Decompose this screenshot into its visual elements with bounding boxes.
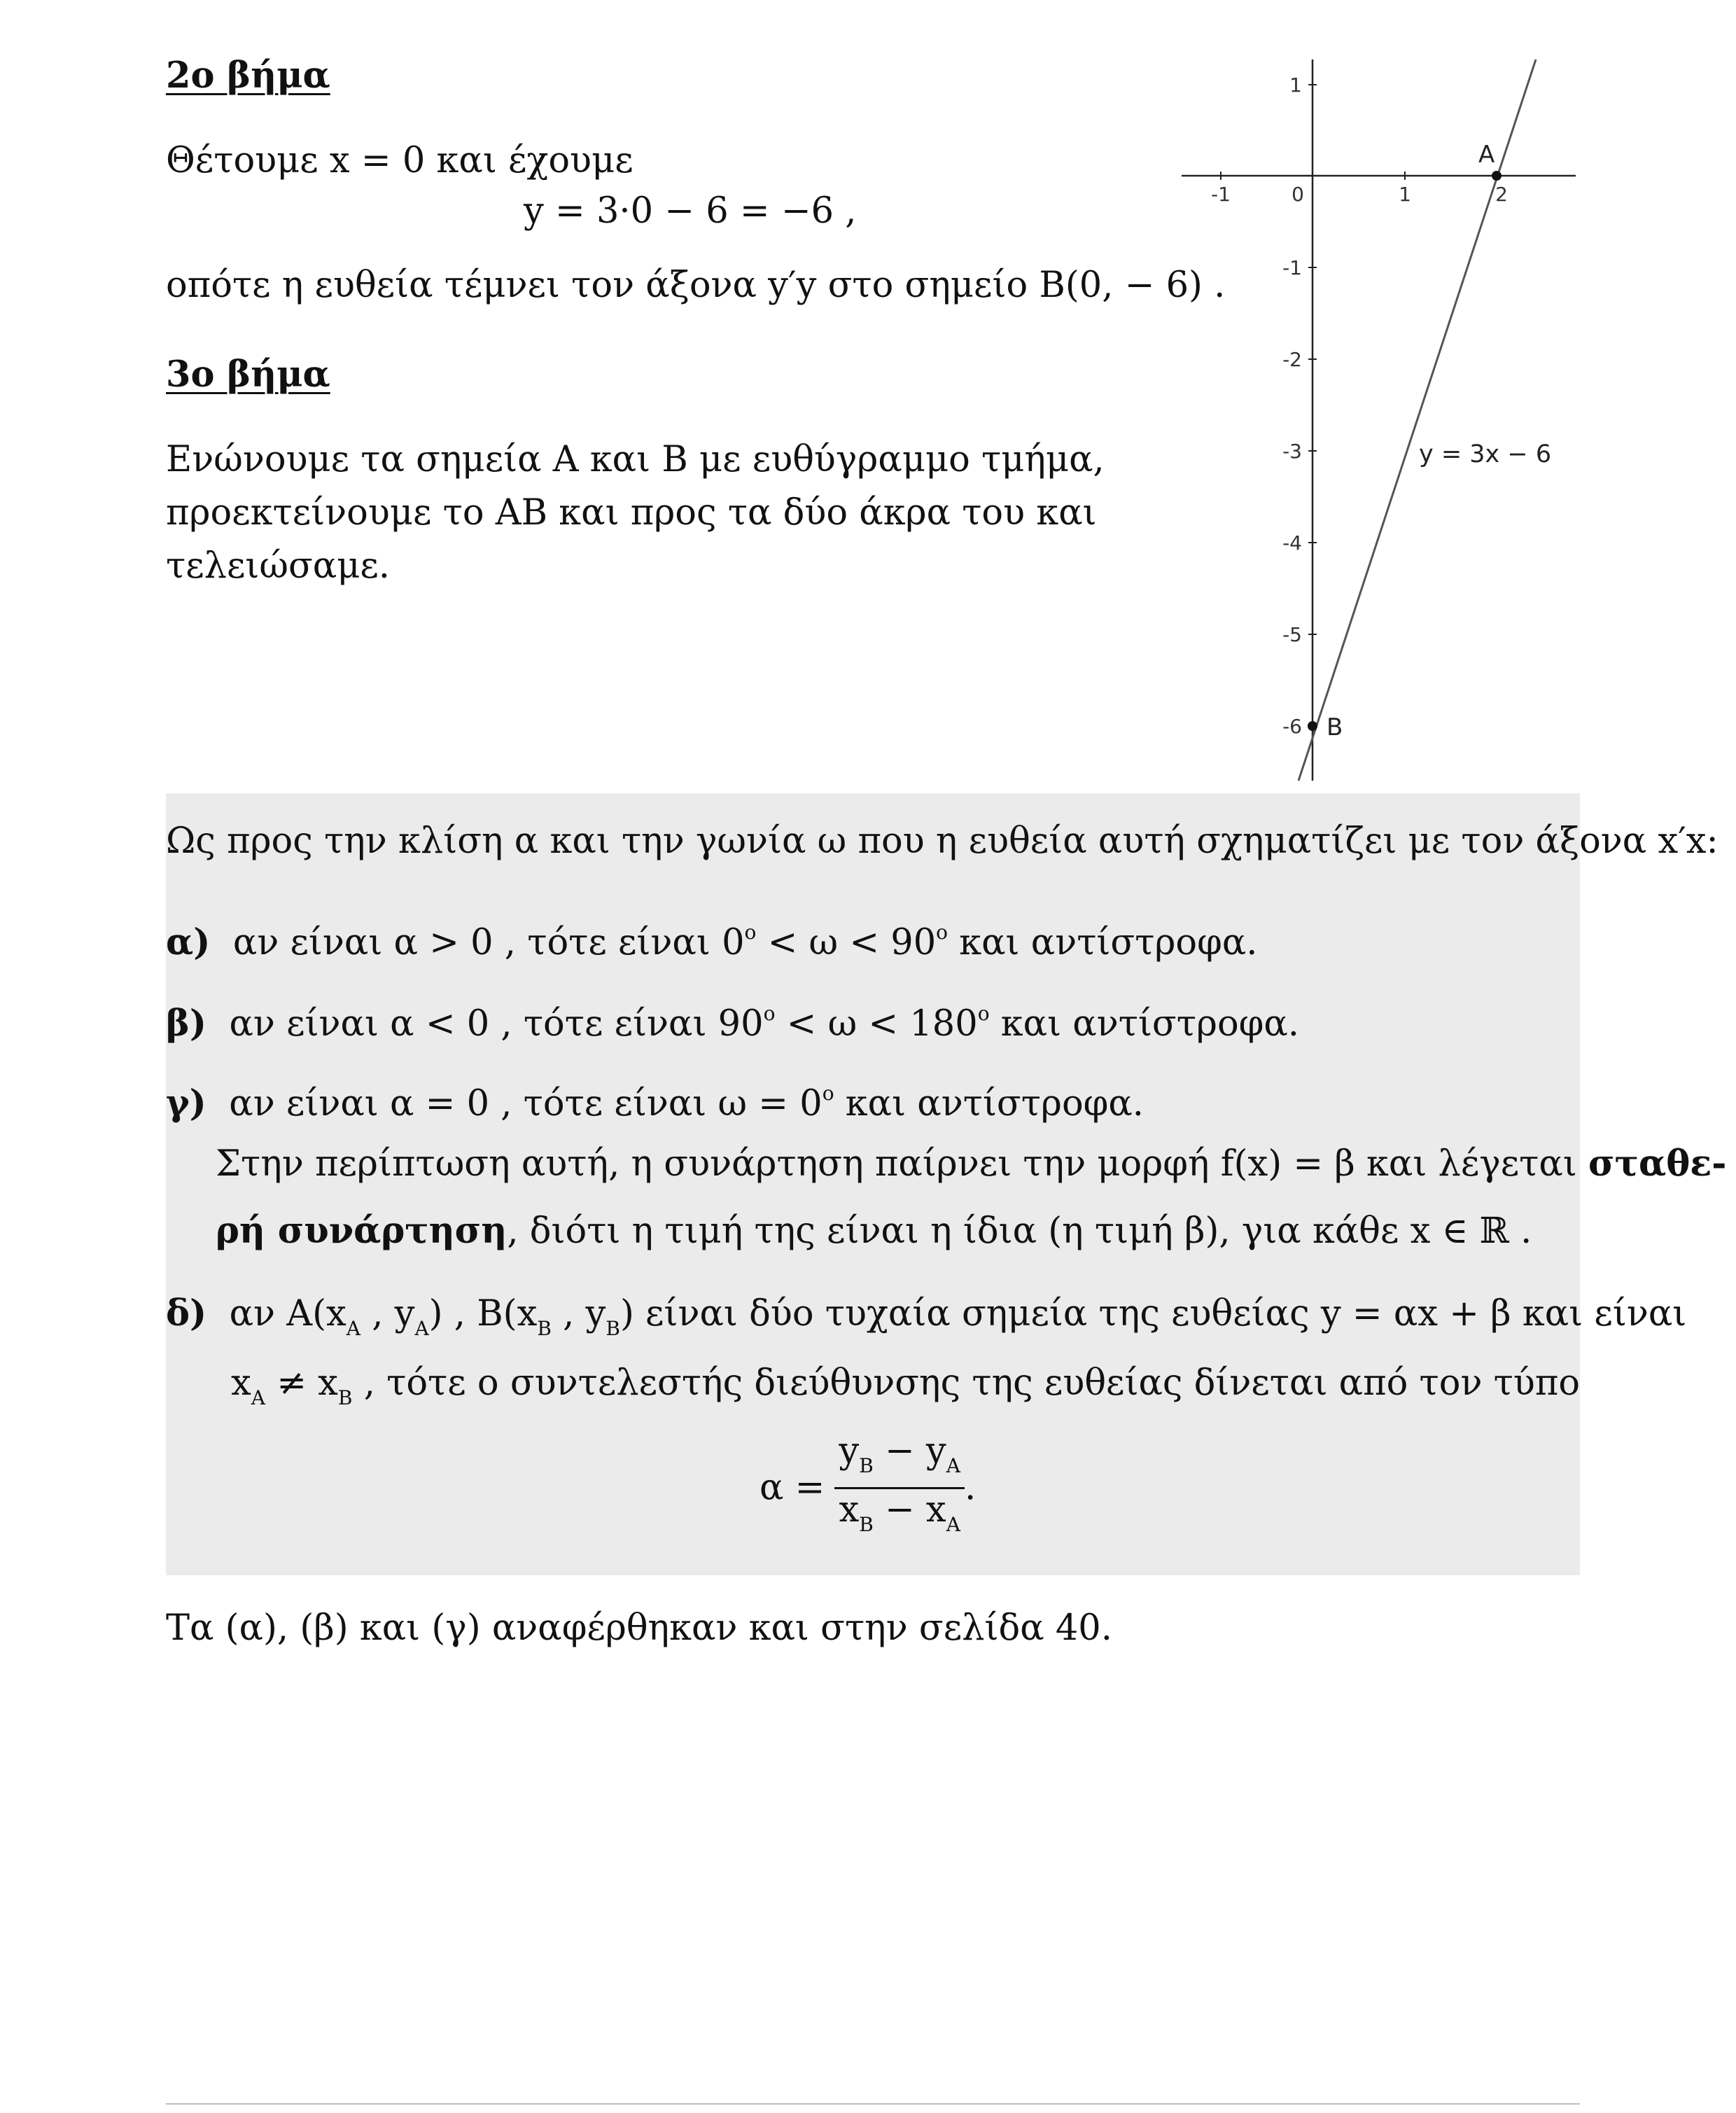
function-line [1298, 60, 1536, 781]
step3-line2: προεκτείνουμε το AB και προς τα δύο άκρα του και [166, 492, 1097, 534]
step3-heading: 3ο βήμα [166, 354, 330, 396]
box-intro: Ως προς την κλίση α και την γωνία ω που η ευθεία αυτή σχηματίζει με τον άξονα x′x: [166, 821, 1718, 862]
y-tick-label: -4 [1282, 531, 1302, 555]
degree-mark: ο [822, 1082, 834, 1105]
item-c-post: και αντίστροφα. [834, 1083, 1144, 1124]
step2-line1: Θέτουμε x = 0 και έχουμε [166, 140, 634, 181]
step3-line3: τελειώσαμε. [166, 545, 390, 587]
item-b-post: και αντίστροφα. [989, 1003, 1300, 1045]
item-d-condition: $x_A \ne x_B$ [231, 1362, 353, 1409]
item-c-note-line2 [216, 1210, 1532, 1253]
y-tick-label: -3 [1282, 440, 1302, 463]
item-c-note-text: Στην περίπτωση αυτή, η συνάρτηση παίρνει την μορφή f(x) = β και λέγεται [216, 1143, 1589, 1185]
degree-mark: ο [763, 1002, 776, 1025]
item-a-post: και αντίστροφα. [948, 922, 1258, 963]
formula-fraction [834, 1430, 965, 1546]
y-tick-label: -5 [1282, 623, 1302, 646]
y-tick-label: -2 [1282, 348, 1302, 371]
slope-formula [760, 1430, 976, 1546]
point-b-marker [1308, 721, 1317, 731]
item-b [166, 993, 1299, 1045]
item-d-label: δ) [166, 1292, 207, 1334]
item-c-note-bold: ρή συνάρτηση [216, 1210, 507, 1252]
item-d-line2 [231, 1362, 1580, 1419]
item-a-mid: < ω < 90 [756, 922, 937, 963]
item-b-label: β) [166, 1003, 206, 1045]
formula-period: . [964, 1467, 976, 1509]
formula-lhs: α = [760, 1467, 825, 1509]
item-c-note-bold: σταθε- [1588, 1143, 1727, 1185]
item-c-pre: αν είναι α = 0 , τότε είναι ω = 0 [229, 1083, 822, 1124]
page-footer-rule [166, 2103, 1580, 2105]
item-b-mid: < ω < 180 [775, 1003, 978, 1045]
point-a-label: A [1478, 141, 1495, 169]
item-c-note-text: , διότι η τιμή της είναι η ίδια (η τιμή β), για κάθε x ∈ ℝ . [507, 1211, 1532, 1252]
step2-equation: y = 3·0 − 6 = −6 , [524, 190, 857, 232]
y-tick-label: -6 [1282, 715, 1302, 738]
item-c-label: γ) [166, 1082, 206, 1124]
point-b-label: B [1326, 713, 1343, 741]
x-tick-label: 0 [1292, 183, 1304, 206]
point-a-marker [1492, 171, 1502, 181]
y-tick-label: -1 [1282, 256, 1302, 279]
degree-mark: ο [977, 1002, 990, 1025]
x-tick-label: 1 [1399, 183, 1411, 206]
item-c [166, 1073, 1144, 1125]
degree-mark: ο [744, 921, 757, 944]
formula-numerator: $y_B - y_A$ [834, 1430, 965, 1489]
line-graph [1176, 56, 1582, 784]
step2-line2: οπότε η ευθεία τέμνει τον άξονα y′y στο σημείο B(0, − 6) . [166, 265, 1226, 306]
item-b-pre: αν είναι α < 0 , τότε είναι 90 [229, 1003, 764, 1045]
line-equation-label: y = 3x − 6 [1419, 440, 1552, 468]
item-c-note-line1 [216, 1143, 1726, 1185]
footer-text: Τα (α), (β) και (γ) αναφέρθηκαν και στην σελίδα 40. [166, 1608, 1112, 1649]
formula-denominator: $x_B - x_A$ [839, 1489, 960, 1536]
item-a-pre: αν είναι α > 0 , τότε είναι 0 [232, 922, 745, 963]
item-d [166, 1292, 1686, 1350]
item-a [166, 912, 1258, 964]
degree-mark: ο [936, 921, 948, 944]
item-d-line2-text: , τότε ο συντελεστής διεύθυνσης της ευθείας δίνεται από τον τύπο [352, 1362, 1581, 1404]
item-d-text: αν $A(x_A$ , $y_A$) , $B(x_B$ , $y_B$) είναι δύο τυχαία σημεία της ευθείας y = αx + β και είναι [229, 1293, 1687, 1340]
x-tick-label: 2 [1495, 183, 1508, 206]
step2-heading: 2ο βήμα [166, 55, 330, 97]
item-a-label: α) [166, 921, 211, 963]
y-tick-label: 1 [1289, 74, 1302, 97]
step3-line1: Ενώνουμε τα σημεία A και B με ευθύγραμμο τμήμα, [166, 439, 1105, 480]
x-tick-label: -1 [1211, 183, 1231, 206]
